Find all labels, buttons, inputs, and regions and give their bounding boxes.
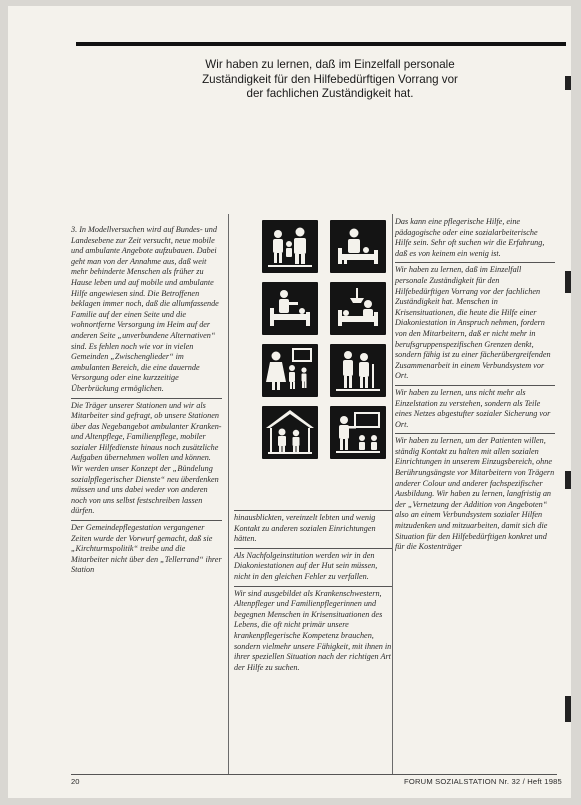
publication-line: FORUM SOZIALSTATION Nr. 32 / Heft 1985 [404,777,562,786]
column-middle [234,510,392,772]
edge-mark [565,76,571,90]
nurse-patient-icon [262,282,318,335]
headline-line: der fachlichen Zuständigkeit hat. [246,87,414,101]
paragraph: Die Träger unserer Stationen und wir als Mitarbeiter sind gefragt, ob unsere Stationen über das Negebangebot ambulanter Kranken- und Altenpflege, Familienpflege, mobiler sozialer Hilfedienste hinaus noch zusätzliche Aufgaben übernehmen wollen und können. Wir werden unser Konzept der „Bündelung sozialpflegerischer Dienste“ neu überdenken müssen und uns dabei weder von anderen noch von uns selbst festschreiben lassen dürfen. [71,398,222,521]
page-number: 20 [71,777,80,786]
mother-children-icon [262,344,318,397]
paragraph: 3. In Modellversuchen wird auf Bundes- und Landesebene zur Zeit versucht, neue mobile und ambulante Angebote aufzubauen. Dabei geht man von der Annahme aus, daß weit mehr behinderte Menschen als früher zu Hause leben und auf mobile und ambulante Hilfe angewiesen sind. Die Betroffenen beklagen immer noch, daß die allumfassende Familie auf der einen Seite und die wohnortferne Versorgung im Heim auf der anderen Seite „unverbundene Alternativen“ sind. Es fehlen noch wie vor in vielen Gemeinden „Zwischenglieder“ im ambulanten Bereich, die eine dauernde Versorgung oder eine kurzzeitige Überbrückung ermöglichen. [71,225,219,393]
paragraph: hinausblickten, vereinzelt lebten und wenig Kontakt zu anderen sozialen Einrichtungen hätten. [234,510,392,548]
paragraph: Das kann eine pflegerische Hilfe, eine pädagogische oder eine sozialarbeiterische Hilfe sein. Sehr oft suchen wir die Erfahrung, daß es von keinem ein wenig ist. [395,217,545,258]
paragraph: Wir sind ausgebildet als Krankenschwestern, Altenpfleger und Familienpflegerinnen und begegnen Menschen in Krisensituationen des Lebens, die oft nicht primär unsere krankenpflegerische Kompetenz brauchen, sondern vielmehr unsere Fähigkeit, mit ihnen in ihrer speziellen Situation nach der richtigen Art der Hilfe zu suchen. [234,586,392,677]
bed-lamp-icon [330,282,386,335]
headline [110,58,550,102]
column-left [71,224,222,772]
column-divider [228,214,229,774]
edge-mark [565,271,571,293]
edge-mark [565,696,571,722]
house-people-icon [262,406,318,459]
headline-line: Zuständigkeit für den Hilfebedürftigen Vorrang vor [202,72,458,86]
bottom-rule [71,774,557,775]
paragraph: Wir haben zu lernen, um der Patienten willen, ständig Kontakt zu halten mit allen sozialen Einrichtungen in unserem Einzugsbereich, ohne Berührungsängste vor Mitarbeitern von Trägern anderer Colour und anderer fachspezifischer Ausbildung. Wir haben zu lernen, langfristig an der „Vernetzung der Addition von Angeboten“ also an einem Verbundsystem sozialer Hilfen mitzudenken und mitzuarbeiten, damit sich die Situation für den Hilfebedürftigen konkret und für die Kostenträger [395,433,555,556]
headline-line: Wir haben zu lernen, daß im Einzelfall personale [205,58,455,71]
teacher-board-icon [330,406,386,459]
paragraph: Als Nachfolgeinstitution werden wir in den Diakoniestationen auf der Hut sein müssen, nicht in den gleichen Fehler zu verfallen. [234,548,392,586]
paragraph: Wir haben zu lernen, daß im Einzelfall personale Zuständigkeit für den Hilfebedürftigen Vorrang vor der fachlichen Zuständigkeit hat. Menschen in Krisensituationen, die heute die Hilfe einer Diakoniestation in Anspruch nehmen, fordern von den Mitarbeitern, daß er nicht mehr in berufsgruppenspezifischen Grenzen denkt, sondern fähig ist zu einer fächerübergreifenden Zusammenarbeit in einem Verbundsystem vor Ort. [395,262,555,385]
paragraph: Wir haben zu lernen, uns nicht mehr als Einzelstation zu verstehen, sondern als Teile eines Netzes abgestufter sozialer Sicherung vor Ort. [395,385,555,433]
column-divider [392,214,393,774]
bedside-care-icon [330,220,386,273]
column-right [395,216,555,772]
pictogram-grid [262,220,388,460]
elderly-walker-icon [330,344,386,397]
family-icon [262,220,318,273]
top-rule [76,42,566,46]
edge-mark [565,471,571,489]
paragraph: Der Gemeindepflegestation vergangener Zeiten wurde der Vorwurf gemacht, daß sie „Kirchturmspolitik“ treibe und die Mitarbeiter nicht über den „Tellerrand“ ihrer Station [71,520,222,579]
